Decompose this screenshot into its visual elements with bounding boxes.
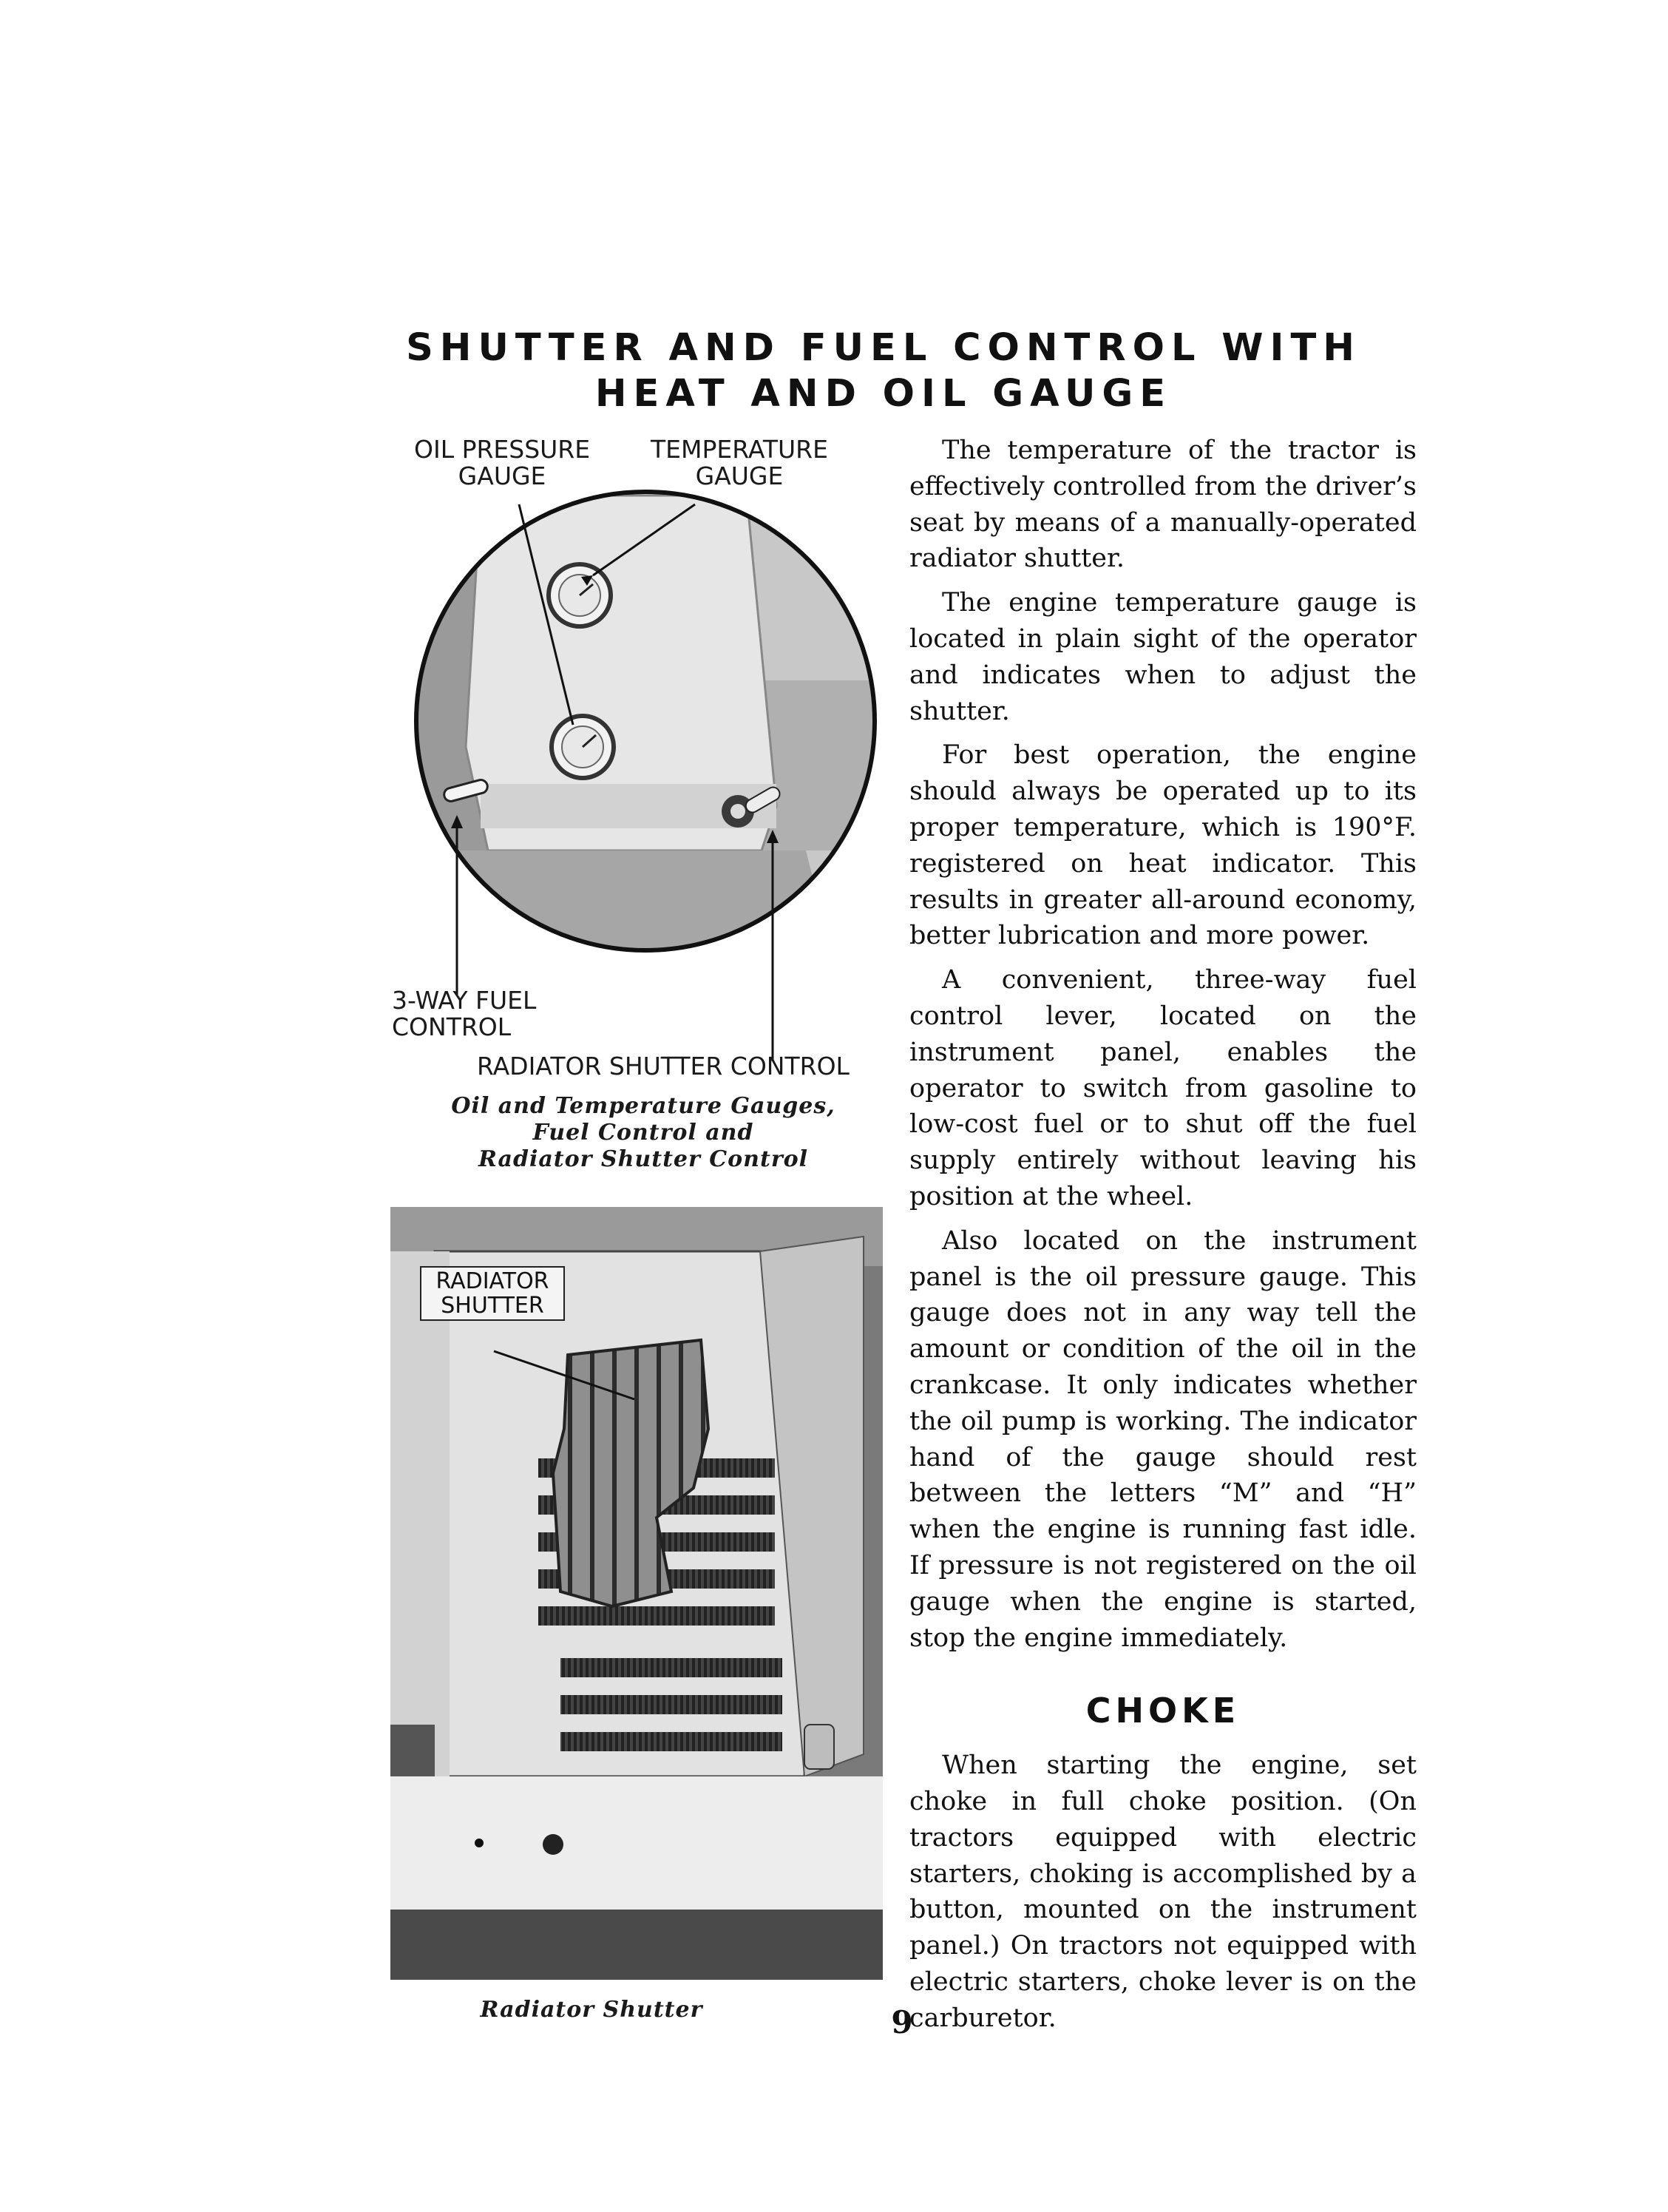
temperature-gauge-label: TEMPERATURE GAUGE	[651, 435, 828, 490]
choke-paragraph: When starting the engine, set choke in full choke position. (On tractors equipped with electric starters, choking is accomplished by a button, mounted on the instrument panel.) On tractors not equipped with electric starters, choke lever is on the carburetor.	[909, 1751, 1417, 2033]
paragraph-4: A convenient, three-way fuel control lever, located on the instrument panel, enables the operator to switch from gasoline to low-cost fuel or to shut off the fuel supply entirely without leaving his position at the wheel.	[909, 965, 1417, 1211]
page-number: 9	[891, 2004, 913, 2040]
body-text-column	[909, 433, 1417, 2045]
gauges-caption: Oil and Temperature Gauges, Fuel Control and Radiator Shutter Control	[451, 1093, 835, 1172]
title-line-2: HEAT AND OIL GAUGE	[594, 372, 1173, 416]
shutter-control-label: RADIATOR SHUTTER CONTROL	[477, 1052, 850, 1080]
radiator-shutter-caption: Radiator Shutter	[480, 1997, 703, 2023]
choke-heading: CHOKE	[1085, 1691, 1241, 1731]
paragraph-1: The temperature of the tractor is effectively controlled from the driver’s seat by means of a manually-operated radiator shutter.	[909, 436, 1417, 574]
paragraph-3: For best operation, the engine should always be operated up to its proper temperature, which is 190°F. registered on heat indicator. This results in greater all-around economy, better lubrication and more power.	[909, 740, 1417, 951]
radiator-shutter-label: RADIATOR SHUTTER	[420, 1266, 565, 1321]
page-title	[392, 325, 1375, 417]
fuel-control-label: 3-WAY FUEL CONTROL	[392, 986, 537, 1041]
title-line-1: SHUTTER AND FUEL CONTROL WITH	[406, 326, 1361, 370]
paragraph-5: Also located on the instrument panel is the oil pressure gauge. This gauge does not in any way tell the amount or condition of the oil in the crankcase. It only indicates whether the oil pump is working. The indicator hand of the gauge should rest between the letters “M” and “H” when the engine is running fast idle. If pressure is not registered on the oil gauge when the engine is started, stop the engine immediately.	[909, 1225, 1417, 1653]
radiator-shutter-photo	[390, 1207, 883, 1980]
gauges-figure	[392, 436, 895, 1183]
oil-pressure-gauge-label: OIL PRESSURE GAUGE	[414, 435, 591, 490]
paragraph-2: The engine temperature gauge is located in plain sight of the operator and indicates when to adjust the shutter.	[909, 588, 1417, 726]
